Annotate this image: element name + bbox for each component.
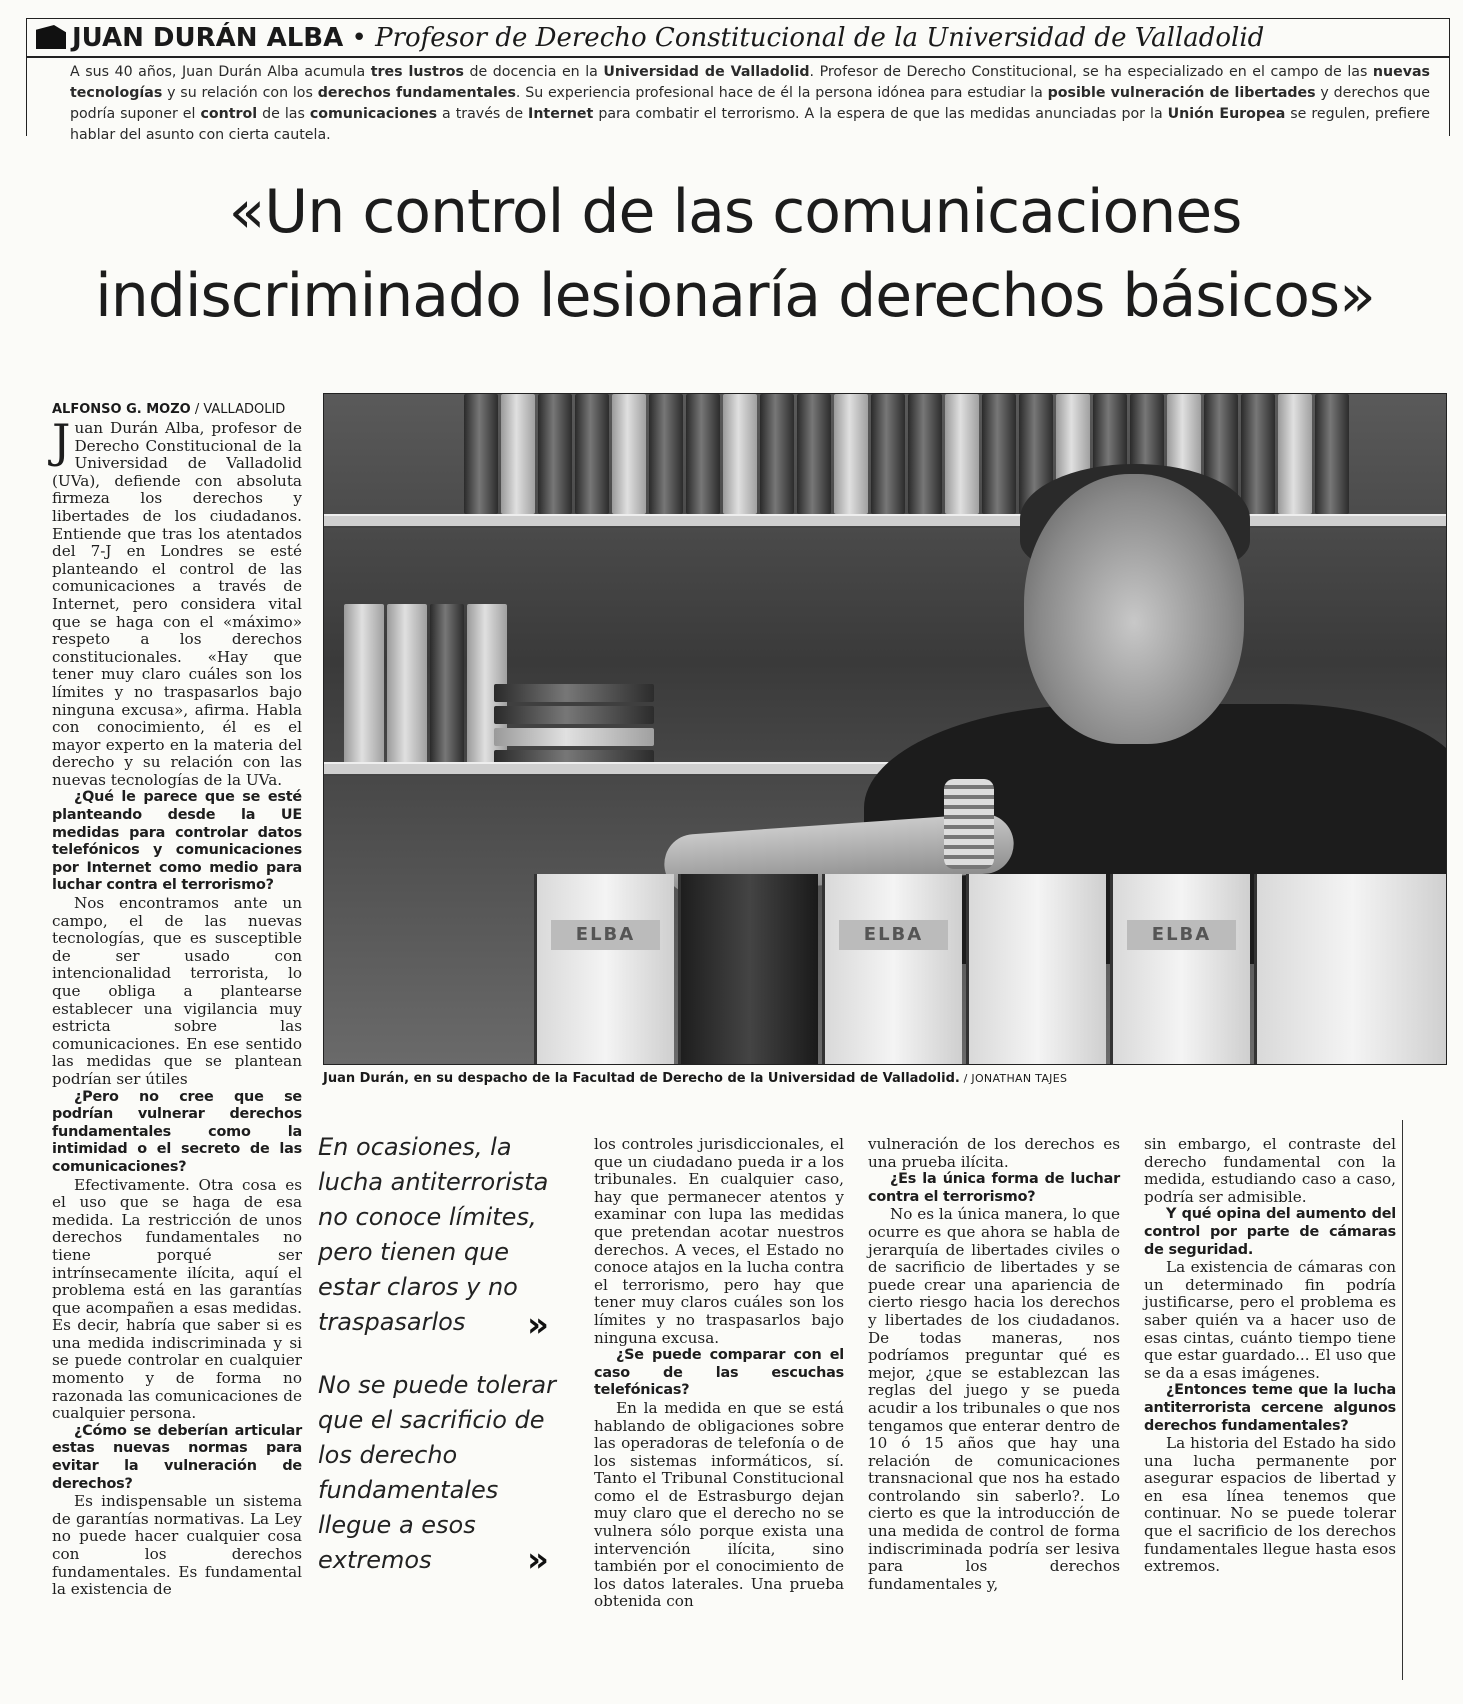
question-7: ¿Entonces teme que la lucha antiterrorista cercene algunos derechos fundamentales? [1144,1382,1396,1434]
person-face [1024,474,1244,744]
byline-location: / VALLADOLID [190,402,286,417]
answer-1: Nos encontramos ante un campo, el de las nuevas tecnologías, que es susceptible de ser usado con intencionalidad terrorista, lo que obliga a plantearse establecer una vigilancia muy estricta sobre las comunicaciones. En ese sentido las medidas que se plantean podrían ser útiles [52,894,302,1088]
caption-text: Juan Durán, en su despacho de la Facultad de Derecho de la Universidad de Valladolid. [323,1071,960,1086]
column-3 [868,1136,1120,1593]
header-separator: • [351,23,367,53]
answer-5: No es la única manera, lo que ocurre es que ahora se habla de jerarquía de libertades civiles o de sacrificio de libertades y se puede crear una apariencia de cierto riesgo hacia los derechos y libertades de los ciudadanos. De todas maneras, nos podríamos preguntar qué es mejor, ¿que se establezcan las reglas del juego y se pueda acudir a los tribunales o que nos tengamos que enterar dentro de 10 ó 15 años que hay una relación de comunicaciones transnacional que nos ha estado controlando sin saberlo?. Lo cierto es que la introducción de una medida de control de forma indiscriminada podría ser lesiva para los derechos fundamentales y, [868,1205,1120,1593]
column-divider [1402,1120,1403,1680]
interviewee-title: Profesor de Derecho Constitucional de la Universidad de Valladolid [375,23,1265,53]
answer-2: Efectivamente. Otra cosa es el uso que se haga de esa medida. La restricción de unos derechos fundamentales no tiene porqué ser intrínsecamente ilícita, aquí el problema está en las garantías que acompañen a esas medidas. Es decir, habría que saber si es una medida indiscriminada y si se puede controlar en cualquier momento y de forma no razonada las comunicaciones de cualquier persona. [52,1175,302,1423]
chevron-icon: » [527,1305,539,1345]
answer-3-continued: los controles jurisdiccionales, el que un ciudadano pueda ir a los tribunales. En cualquier caso, hay que permanecer atentos y examinar con lupa las medidas que pretendan acotar nuestros derechos. A veces, el Estado no conoce atajos en la lucha contra el terrorismo, pero hay que tener muy claros cuáles son los límites y no traspasarlos bajo ninguna excusa. [594,1135,844,1347]
byline [52,402,285,417]
section-mark-icon [36,25,66,49]
answer-7: La historia del Estado ha sido una lucha permanente por asegurar espacios de libertad y en esa línea tenemos que continuar. No se puede tolerar que el sacrificio de los derechos fundamentales llegue hasta esos extremos. [1144,1434,1396,1576]
answer-5-continued: sin embargo, el contraste del derecho fundamental con la medida, estudiando caso a caso, podría ser admisible. [1144,1135,1396,1206]
question-2: ¿Pero no cree que se podrían vulnerar derechos fundamentales como la intimidad o el secreto de las comunicaciones? [52,1088,302,1175]
pull-quote-1: En ocasiones, la lucha antiterrorista no conoce límites, pero tienen que estar claros y no traspasarlos [318,1133,549,1336]
headline-line-2: indiscriminado lesionaría derechos básicos» [95,261,1375,331]
answer-3: Es indispensable un sistema de garantías normativas. La Ley no puede hacer cualquier cosa con los derechos fundamentales. Es fundamental la existencia de [52,1492,302,1599]
bookshelf-middle [344,604,507,764]
binder-2 [678,874,818,1064]
answer-4-continued: vulneración de los derechos es una prueba ilícita. [868,1135,1120,1171]
question-1: ¿Qué le parece que se esté planteando desde la UE medidas para controlar datos telefónicos y comunicaciones por Internet como medio para luchar contra el terrorismo? [52,789,302,894]
headline-line-1: «Un control de las comunicaciones [228,177,1242,247]
question-4: ¿Se puede comparar con el caso de las escuchas telefónicas? [594,1347,844,1399]
question-5: ¿Es la única forma de luchar contra el terrorismo? [868,1171,1120,1205]
interviewee-name: JUAN DURÁN ALBA [72,23,344,53]
question-3: ¿Cómo se deberían articular estas nuevas normas para evitar la vulneración de derechos? [52,1422,302,1492]
pull-quote-2: No se puede tolerar que el sacrificio de los derecho fundamentales llegue a esos extremos [318,1371,556,1574]
question-6: Y qué opina del aumento del control por parte de cámaras de seguridad. [1144,1206,1396,1258]
header-rule [26,56,1450,58]
photo-credit: / JONATHAN TAJES [959,1072,1068,1085]
chevron-icon: » [527,1540,539,1580]
portrait-photo [323,393,1447,1065]
column-1 [52,414,302,1599]
wristwatch [944,779,994,869]
answer-4: En la medida en que se está hablando de obligaciones sobre las operadoras de telefonía o de los sistemas informáticos, sí. Tanto el Tribunal Constitucional como el de Estrasburgo dejan muy claro que el derecho no se vulnera sólo porque exista una intervención ilícita, sino también por el conocimiento de los datos laterales. Una prueba obtenida con [594,1398,844,1611]
photo-caption [323,1071,1067,1086]
binder-1: ELBA [534,874,674,1064]
headline [40,170,1430,338]
binder-3: ELBA [822,874,962,1064]
binder-4 [966,874,1106,1064]
bookshelf-stack [494,684,654,768]
binder-5: ELBA [1110,874,1250,1064]
intro-summary: A sus 40 años, Juan Durán Alba acumula tres lustros de docencia en la Universidad de Valladolid. Profesor de Derecho Constitucional, se ha especializado en el campo de las nuevas tecnologías y su relación con los derechos fundamentales. Su experiencia profesional hace de él la persona idónea para estudiar la posible vulneración de libertades y derechos que podría suponer el control de las comunicaciones a través de Internet para combatir el terrorismo. A la espera de que las medidas anunciadas por la Unión Europea se regulen, prefiere hablar del asunto con cierta cautela. [70,64,1430,143]
binder-6 [1254,874,1447,1064]
drop-cap: J [52,414,71,468]
lead-paragraph: Juan Durán Alba, profesor de Derecho Constitucional de la Universidad de Valladolid (UVa), defiende con absoluta firmeza los derechos y libertades de los ciudadanos. Entiende que tras los atentados del 7-J en Londres se esté planteando el control de las comunicaciones a través de Internet, pero considera vital que se haga con el «máximo» respeto a los derechos constitucionales. «Hay que tener muy claro cuáles son los límites y no traspasarlos bajo ninguna excusa», afirma. Habla con conocimiento, él es el mayor experto en la materia del derecho y su relación con las nuevas tecnologías de la UVa. [52,414,302,789]
column-2 [594,1136,844,1611]
answer-6: La existencia de cámaras con un determinado fin podría justificarse, pero el problema es saber quién va a hacer uso de esas cintas, cuánto tiempo tiene que estar guardado... El uso que se da a esas imágenes. [1144,1258,1396,1382]
profile-header [36,22,1264,54]
byline-author: ALFONSO G. MOZO [52,402,191,417]
column-4 [1144,1136,1396,1576]
